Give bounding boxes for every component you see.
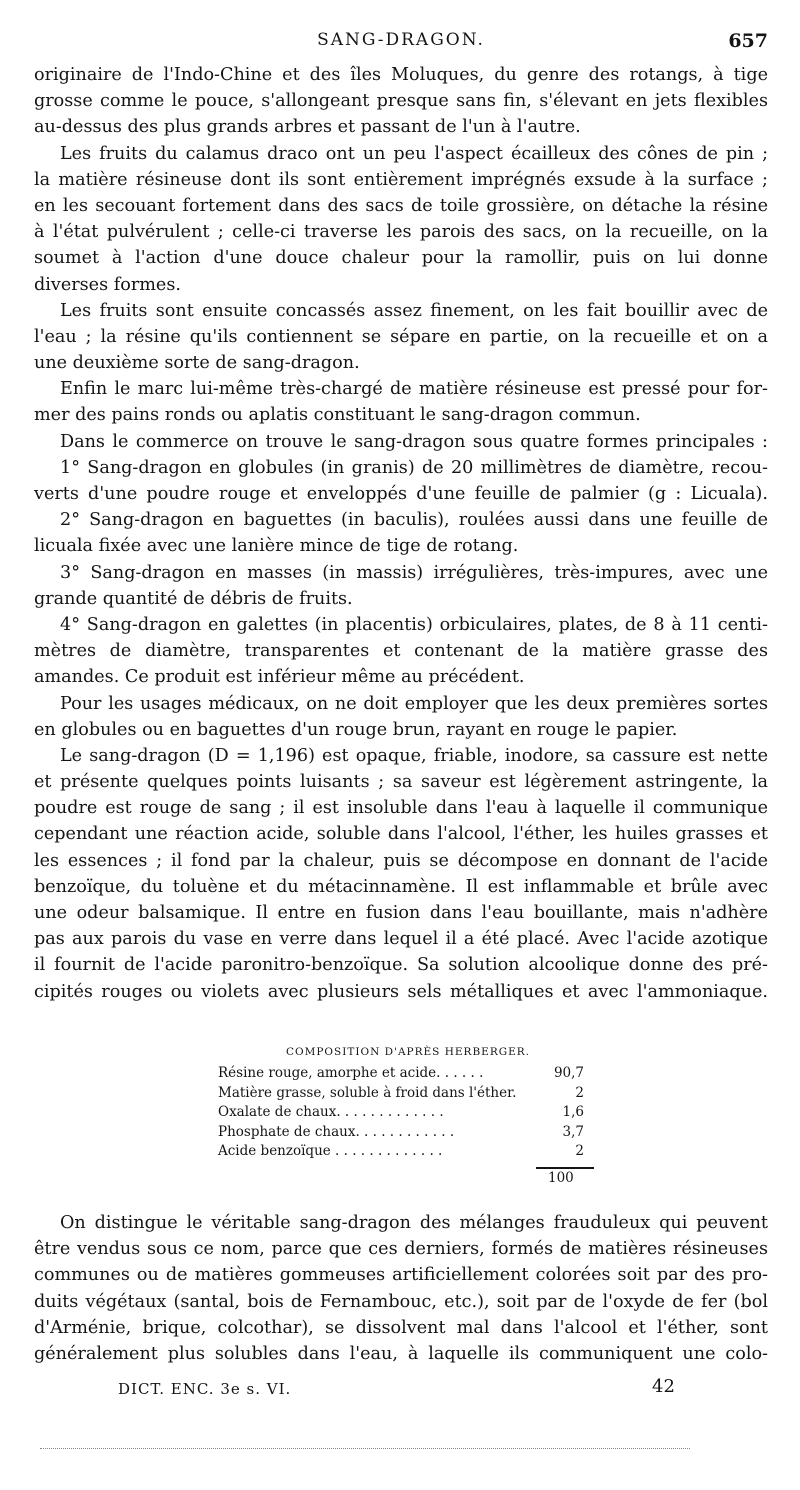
text-line: grosse comme le pouce, s'allongeant presque sans fin, s'élevant en jets flexibles <box>34 91 768 112</box>
text-line: pas aux parois du vase en verre dans lequel il a été placé. Avec l'acide azotique <box>34 929 768 950</box>
main-text <box>34 62 768 1005</box>
row-label: Résine rouge, amorphe et acide. . . . . . <box>218 1065 484 1081</box>
text-line: la matière résineuse dont ils sont entièrement imprégnés exsude à la surface ; <box>34 169 768 190</box>
text-line: soumet à l'action d'une douce chaleur pour la ramollir, puis on lui donne <box>34 248 768 269</box>
composition-table <box>218 1040 598 1186</box>
text-line: au-dessus des plus grands arbres et passant de l'un à l'autre. <box>34 117 581 138</box>
text-line: 2° Sang-dragon en baguettes (in baculis), roulées aussi dans une feuille de <box>60 510 768 531</box>
text-line: mètres de diamètre, transparentes et contenant de la matière grasse des <box>34 641 768 662</box>
text-line: duits végétaux (santal, bois de Fernambouc, etc.), soit par de l'oxyde de fer (bol <box>34 1291 768 1312</box>
table-total: 100 <box>548 1170 574 1186</box>
text-line: Les fruits du calamus draco ont un peu l'aspect écailleux des cônes de pin ; <box>60 143 768 164</box>
text-line: 1° Sang-dragon en globules (in granis) de 20 millimètres de diamètre, recou- <box>60 457 768 478</box>
table-row <box>218 1142 598 1162</box>
row-value: 3,7 <box>562 1123 584 1140</box>
table-caption: COMPOSITION D'APRÈS HERBERGER. <box>285 1046 531 1058</box>
text-line: communes ou de matières gommeuses artificiellement colorées soit par des pro- <box>34 1265 768 1286</box>
text-line: Enfin le marc lui-même très-chargé de matière résineuse est pressé pour for- <box>60 379 768 400</box>
text-line: benzoïque, du toluène et du métacinnamène. Il est inflammable et brûle avec <box>34 876 768 897</box>
text-line: cipités rouges ou violets avec plusieurs sels métalliques et avec l'ammoniaque. <box>34 981 768 1002</box>
total-rule <box>536 1167 594 1169</box>
text-line: Dans le commerce on trouve le sang-dragon sous quatre formes principales : <box>60 431 768 452</box>
text-line: une deuxième sorte de sang-dragon. <box>34 353 360 374</box>
table-row <box>218 1064 598 1084</box>
text-line: On distingue le véritable sang-dragon des mélanges frauduleux qui peuvent <box>60 1213 768 1233</box>
text-line: grande quantité de débris de fruits. <box>34 588 353 609</box>
text-line: et présente quelques points luisants ; sa saveur est légèrement astringente, la <box>34 772 768 793</box>
text-line: il fournit de l'acide paronitro-benzoïque. Sa solution alcoolique donne des pré- <box>34 955 768 976</box>
text-line: cependant une réaction acide, soluble dans l'alcool, l'éther, les huiles grasses et <box>34 824 768 845</box>
text-line: Le sang-dragon (D = 1,196) est opaque, friable, inodore, sa cassure est nette <box>60 745 768 766</box>
text-line: être vendus sous ce nom, parce que ces derniers, formés de matières résineuses <box>34 1239 768 1260</box>
text-line: verts d'une poudre rouge et enveloppés d'une feuille de palmier (g : Licuala). <box>34 484 768 504</box>
row-label: Oxalate de chaux. . . . . . . . . . . . . <box>218 1104 444 1120</box>
text-line: en les secouant fortement dans des sacs de toile grossière, on détache la résine <box>34 195 768 216</box>
row-value: 1,6 <box>562 1104 584 1120</box>
text-line: les essences ; il fond par la chaleur, puis se décompose en donnant de l'acide <box>34 850 768 871</box>
row-value: 2 <box>575 1084 584 1101</box>
running-head <box>34 30 768 56</box>
text-line: diverses formes. <box>34 274 181 295</box>
signature-mark: DICT. ENC. 3e s. VI. <box>118 1380 292 1398</box>
page-bottom-rule <box>40 1448 690 1449</box>
row-label: Matière grasse, soluble à froid dans l'éther. <box>218 1084 517 1101</box>
text-line: à l'état pulvérulent ; celle-ci traverse les parois des sacs, on la recueille, on la <box>34 222 768 243</box>
row-label: Phosphate de chaux. . . . . . . . . . . . <box>218 1123 455 1140</box>
running-title: SANG-DRAGON. <box>317 30 485 50</box>
text-line: licuala fixée avec une lanière mince de tige de rotang. <box>34 536 519 557</box>
text-line: Les fruits sont ensuite concassés assez finement, on les fait bouillir avec de <box>60 300 768 321</box>
text-line: Pour les usages médicaux, on ne doit employer que les deux premières sortes <box>60 693 768 714</box>
sheet-number: 42 <box>652 1376 675 1397</box>
page-number: 657 <box>728 30 768 52</box>
text-line: 4° Sang-dragon en galettes (in placentis) orbiculaires, plates, de 8 à 11 centi- <box>60 614 768 635</box>
text-line: poudre est rouge de sang ; il est insoluble dans l'eau à laquelle il communique <box>34 798 768 819</box>
row-value: 90,7 <box>553 1065 584 1081</box>
text-line: une odeur balsamique. Il entre en fusion dans l'eau bouillante, mais n'adhère <box>34 903 768 923</box>
text-line: en globules ou en baguettes d'un rouge brun, rayant en rouge le papier. <box>34 719 678 740</box>
table-row <box>218 1103 598 1123</box>
table-row <box>218 1084 598 1104</box>
text-line: 3° Sang-dragon en masses (in massis) irrégulières, très-impures, avec une <box>60 562 768 583</box>
text-line: d'Arménie, brique, colcothar), se dissolvent mal dans l'alcool et l'éther, sont <box>34 1317 768 1338</box>
row-label: Acide benzoïque . . . . . . . . . . . . . <box>218 1143 443 1159</box>
text-line: amandes. Ce produit est inférieur même au précédent. <box>34 667 525 688</box>
text-line: originaire de l'Indo-Chine et des îles Moluques, du genre des rotangs, à tige <box>34 65 768 85</box>
main-text-continued <box>34 1210 768 1367</box>
table-row <box>218 1123 598 1143</box>
text-line: généralement plus solubles dans l'eau, à laquelle ils communiquent une colo- <box>34 1343 768 1364</box>
text-line: l'eau ; la résine qu'ils contiennent se sépare en partie, on la recueille et on a <box>34 326 768 347</box>
text-line: mer des pains ronds ou aplatis constituant le sang-dragon commun. <box>34 405 641 426</box>
row-value: 2 <box>575 1143 584 1159</box>
